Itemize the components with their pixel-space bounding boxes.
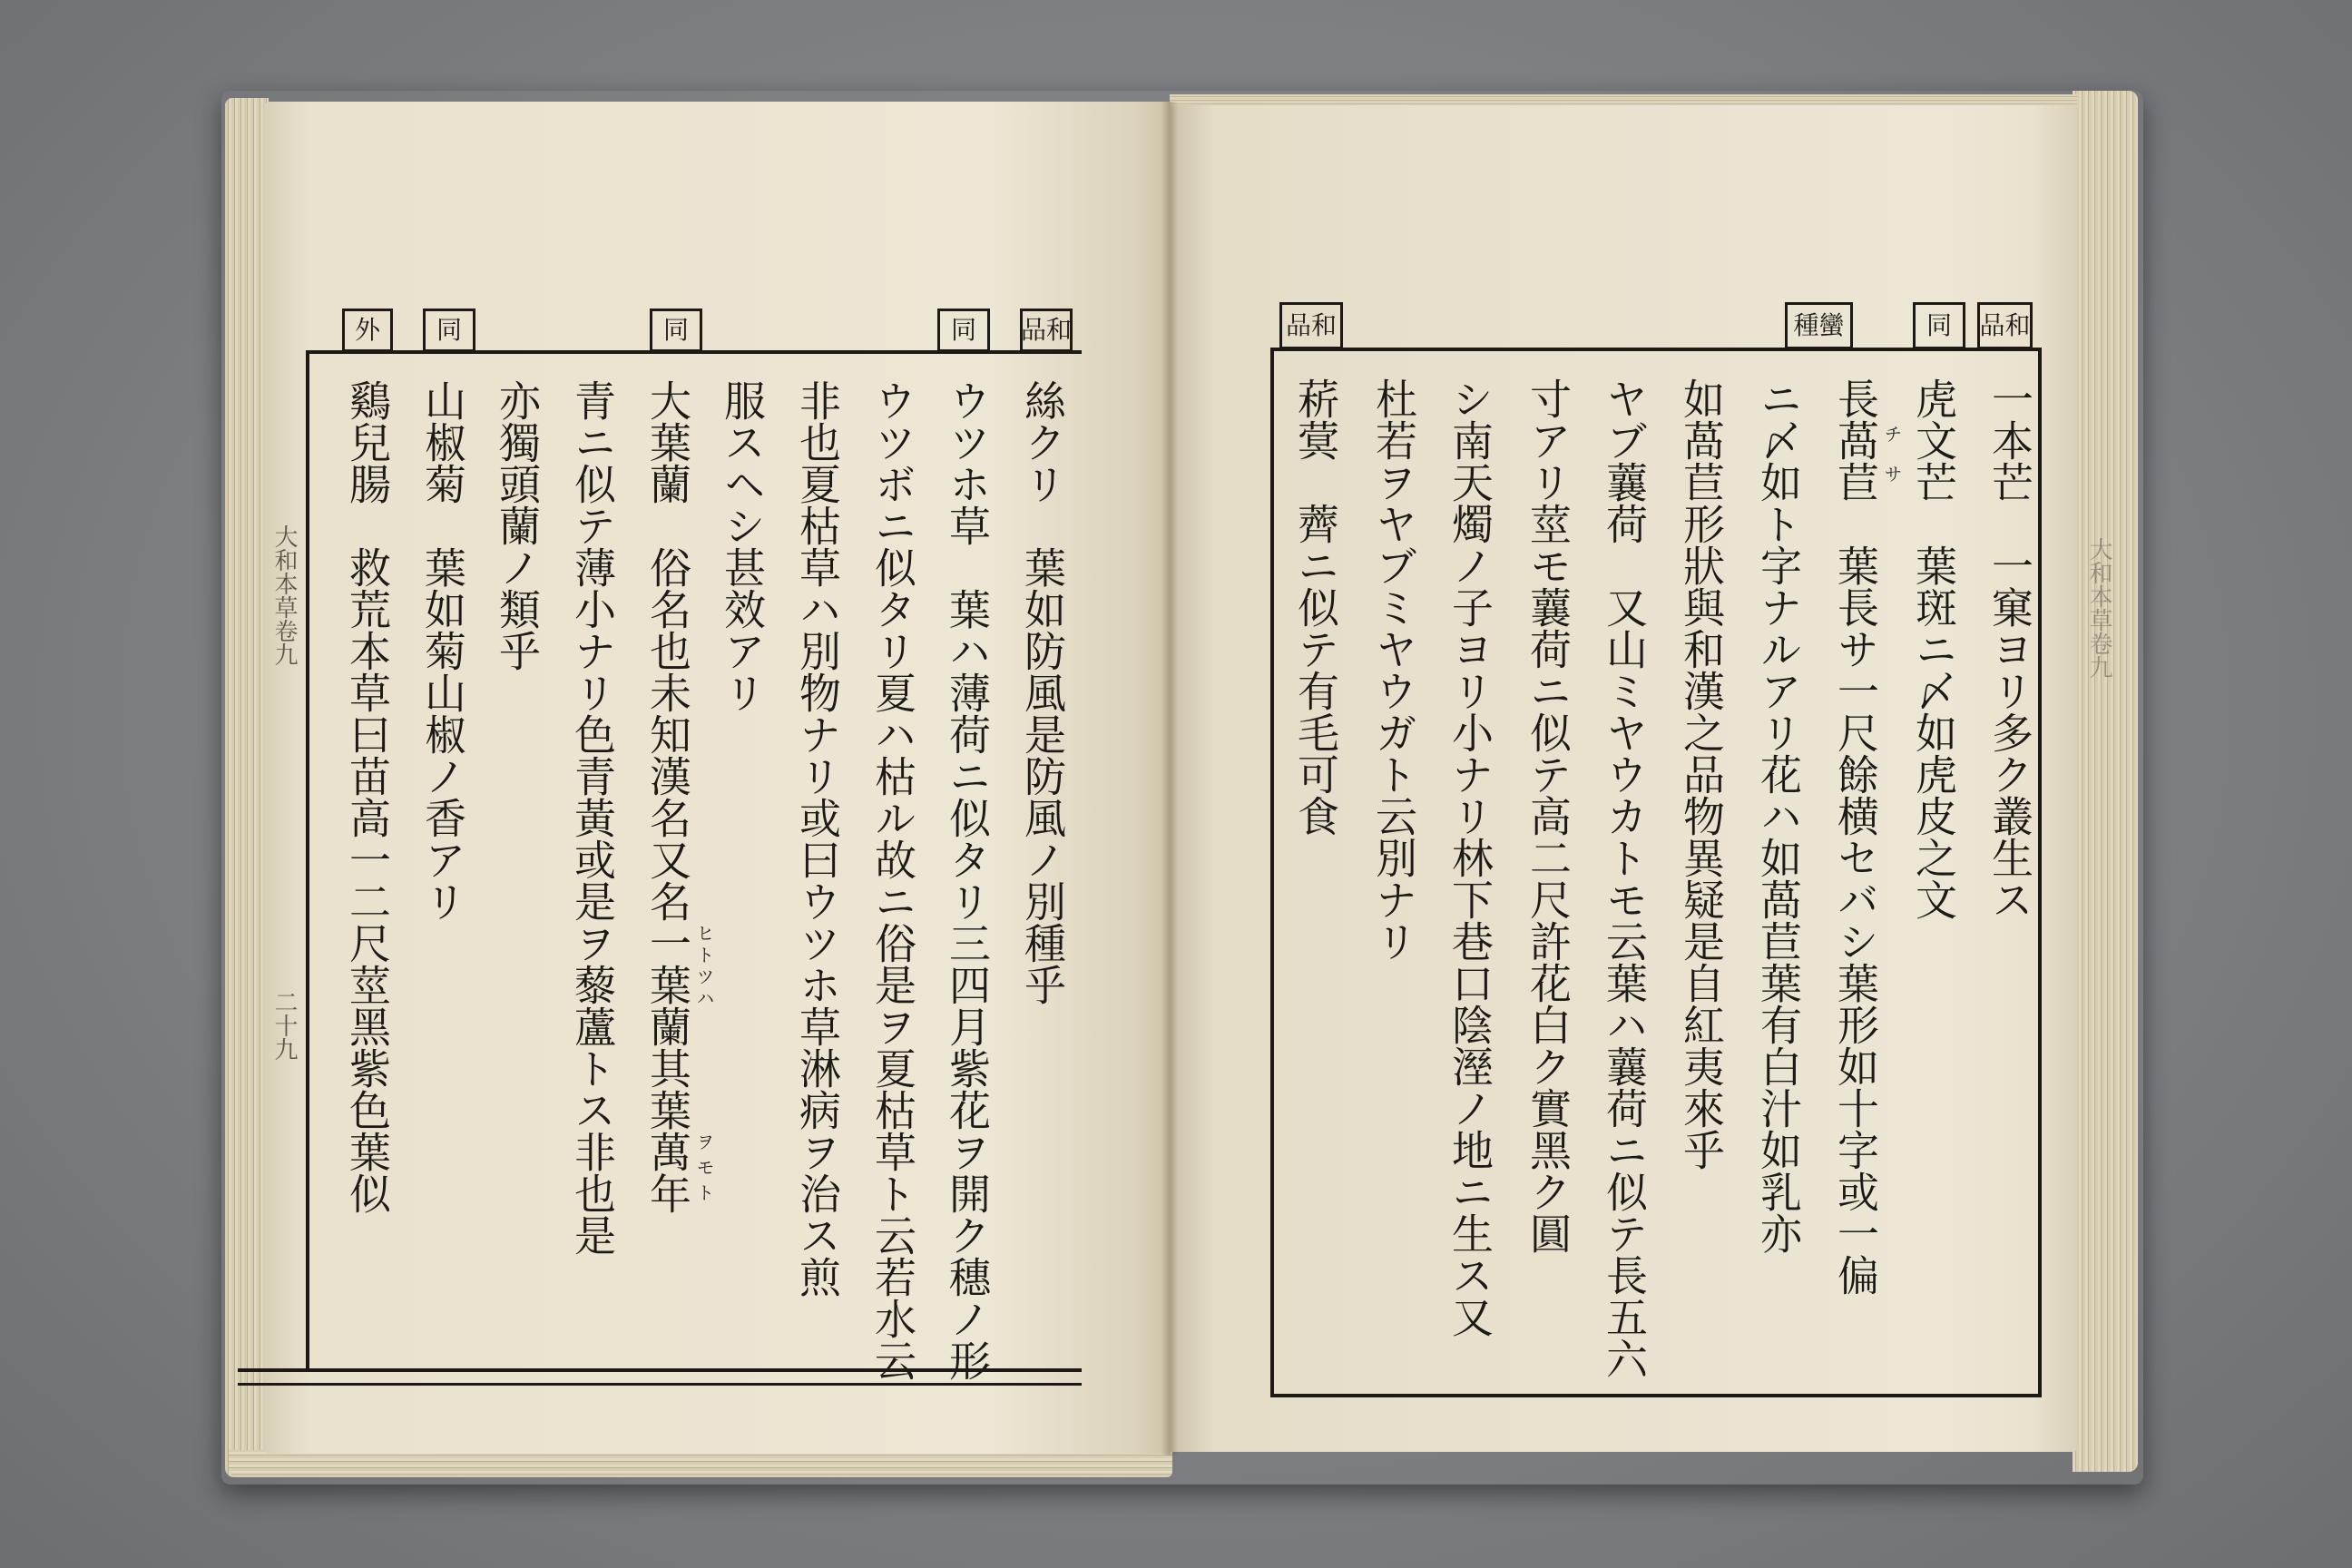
text-column: 寸アリ莖モ蘘荷ニ似テ高二尺許花白ク實黑ク圓 <box>1524 377 1573 1254</box>
text-column: 虎文芒 葉斑ニ〆如虎皮之文 <box>1909 377 1958 920</box>
left-fold-page-number: 二十九 <box>270 990 298 1061</box>
right-frame-bottom-rule <box>1270 1394 2042 1397</box>
text-column: ニ〆如ト字ナルアリ花ハ如萵苣葉有白汁如乳亦 <box>1754 377 1803 1254</box>
right-frame-right-rule <box>2038 348 2042 1397</box>
text-column: 青ニ似テ薄小ナリ色青黃或是ヲ藜蘆トス非也是 <box>568 379 617 1256</box>
text-column: 服スヘシ甚效アリ <box>718 379 767 713</box>
category-label: 和品 <box>1977 302 2033 349</box>
text-column: 非也夏枯草ハ別物ナリ或曰ウツホ草淋病ヲ治ス煎 <box>793 379 842 1298</box>
page-edges-right <box>2073 91 2138 1472</box>
category-label: 蠻種 <box>1785 302 1853 349</box>
furigana: チサ <box>1881 425 1903 505</box>
text-column: ウツボニ似タリ夏ハ枯ル故ニ俗是ヲ夏枯草ト云若水云 <box>868 379 917 1381</box>
text-column: 如萵苣形狀與和漢之品物異疑是自紅夷來乎 <box>1677 377 1726 1171</box>
left-frame-side-rule <box>306 350 309 1372</box>
page-edges-left <box>225 98 269 1477</box>
book-fold <box>1161 102 1178 1455</box>
text-column: 菥蓂 薺ニ似テ有毛可食 <box>1291 377 1340 837</box>
page-edges-bottom <box>229 1450 1172 1477</box>
right-frame-left-rule <box>1270 348 1274 1397</box>
right-fold-title: 大和本草卷九 <box>2085 537 2112 679</box>
text-column: 絲クリ 葉如防風是防風ノ別種乎 <box>1018 379 1067 1005</box>
furigana: ヲモト <box>693 1132 715 1209</box>
text-column: ウツホ草 葉ハ薄荷ニ似タリ三四月紫花ヲ開ク穗ノ形 <box>943 379 992 1381</box>
text-column: 杜若ヲヤブミヤウガト云別ナリ <box>1369 377 1418 962</box>
text-column: 亦獨頭蘭ノ類乎 <box>493 379 542 671</box>
text-column: シ南天燭ノ子ヨリ小ナリ林下巷口陰溼ノ地ニ生ス又 <box>1446 377 1494 1338</box>
text-column: 一本芒 一窠ヨリ多ク叢生ス <box>1985 377 2034 920</box>
category-label: 同 <box>423 309 475 352</box>
text-column: 山椒菊 葉如菊山椒ノ香アリ <box>418 379 467 922</box>
category-label: 同 <box>650 309 702 352</box>
category-label: 外 <box>342 309 393 352</box>
category-label: 同 <box>1913 302 1965 349</box>
left-fold-title: 大和本草卷九 <box>270 524 298 666</box>
text-column: 長萵苣 葉長サ一尺餘横セバシ葉形如十字或一偏 <box>1831 377 1880 1296</box>
category-label: 和品 <box>1020 309 1073 352</box>
category-label: 同 <box>937 309 990 352</box>
text-column: ヤブ蘘荷 又山ミヤウカトモ云葉ハ蘘荷ニ似テ長五六 <box>1600 377 1649 1379</box>
furigana: ヒトツハ <box>693 924 715 1011</box>
text-column: 大葉蘭 俗名也未知漢名又名一葉蘭其葉萬年 <box>643 379 692 1214</box>
text-column: 鷄兒腸 救荒本草曰苗高一二尺莖黑紫色葉似 <box>343 379 392 1214</box>
category-label: 和品 <box>1279 302 1343 349</box>
